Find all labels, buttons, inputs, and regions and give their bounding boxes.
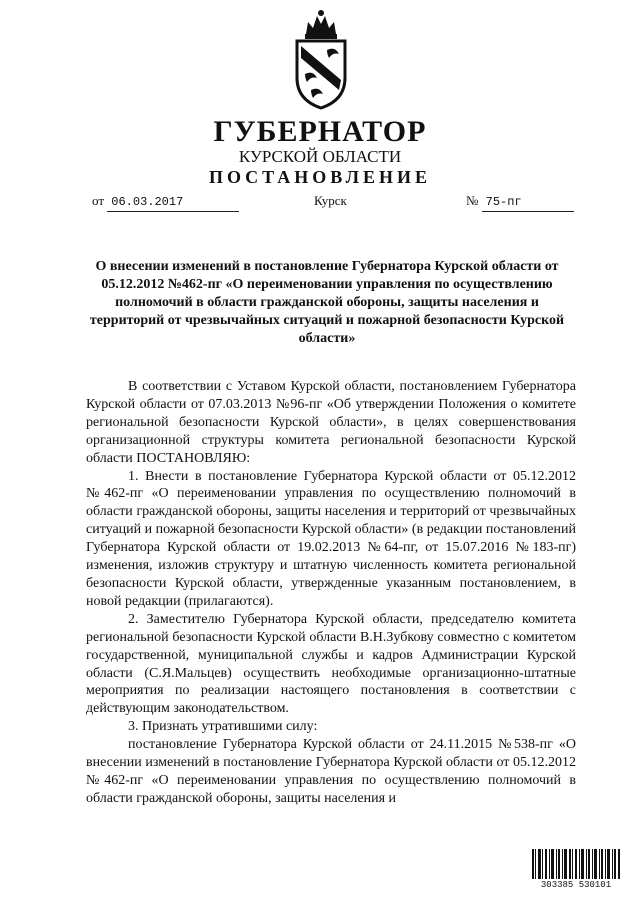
crown-icon [305, 10, 337, 39]
number-prefix: № [466, 193, 479, 208]
date-value: 06.03.2017 [107, 193, 239, 212]
document-type-heading: ПОСТАНОВЛЕНИЕ [208, 167, 432, 187]
city-label: Курск [314, 193, 347, 208]
paragraph-preamble: В соответствии с Уставом Курской области, постановлением Губернатора Курской области от 07.03.2013 №96-пг «Об утверждении Положения о комитете региональной безопасности Курской области», в целях совершенствования организационной структуры комитета региональной безопасности Курской области ПОСТАНОВЛЯЮ: [86, 379, 576, 466]
number-field [466, 192, 574, 212]
region-heading: КУРСКОЙ ОБЛАСТИ [238, 147, 402, 166]
paragraph-repealed-act: постановление Губернатора Курской области от 24.11.2015 №538-пг «О внесении изменений в постановление Губернатора Курской области от 05.12.2012 №462-пг «О переименовании управления по осуществлению полномочий в области гражданской обороны, защиты населения и [86, 737, 576, 806]
number-value: 75-пг [482, 193, 574, 212]
paragraph-item-2: 2. Заместителю Губернатора Курской области, председателю комитета региональной безопасности Курской области В.Н.Зубкову совместно с комитетом государственной, муниципальной службы и кадров Администрации Курской области (С.Я.Мальцев) осуществить необходимые организационно-штатные мероприятия по реализации настоящего постановления в соответствии с действующим законодательством. [86, 611, 576, 717]
paragraph-item-1: 1. Внести в постановление Губернатора Курской области от 05.12.2012 №462-пг «О переименовании управления по осуществлению полномочий в области гражданской обороны, защиты населения и территорий от чрезвычайных ситуаций и пожарной безопасности Курской области» (в редакции постановлений Губернатора Курской области от 19.02.2013 №64-пг, от 15.07.2016 №183-пг) изменения, изложив структуру и штатную численность комитета региональной безопасности Курской области, утвержденные указанным постановлением, в новой редакции (прилагаются). [86, 468, 576, 609]
document-title: О внесении изменений в постановление Губернатора Курской области от 05.12.2012 №462-пг «О переименовании управления по осуществлению полномочий в области гражданской обороны, защиты населения и территорий от чрезвычайных ситуаций и пожарной безопасности Курской области» [89, 259, 565, 346]
date-field [92, 192, 239, 212]
document-body [86, 378, 576, 808]
coat-of-arms-emblem [291, 8, 351, 112]
governor-heading: ГУБЕРНАТОР [213, 115, 427, 148]
date-prefix: от [92, 193, 105, 208]
barcode-number: 303385 530101 [530, 879, 622, 891]
paragraph-item-3: 3. Признать утратившими силу: [128, 719, 318, 735]
